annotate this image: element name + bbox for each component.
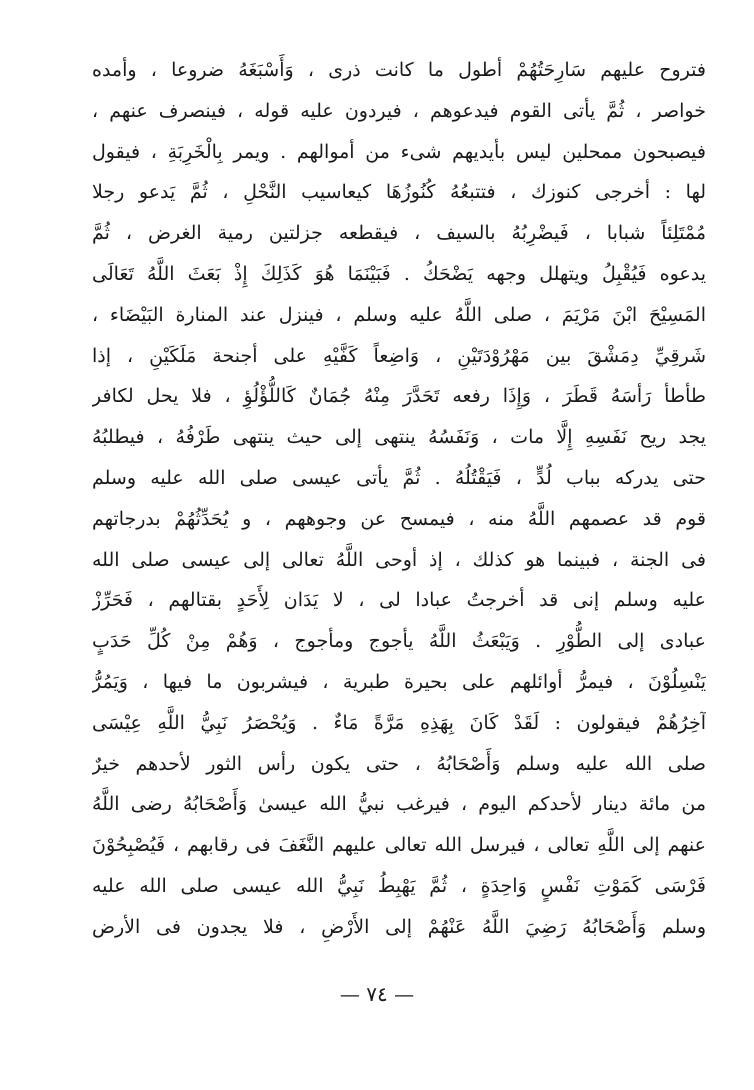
text-line: المَسِيْحَ ابْنَ مَرْيَمَ ، صلى اللَّهُ عليه وسلم ، فينزل عند المنارة البَيْضَاء ، xyxy=(92,303,706,326)
text-line: آخِرُهُمْ فيقولون : لَقَدْ كَانَ بِهَذِهِ مَرَّةً مَاءٌ . وَيُحْصَرُ نَبِيُّ اللَّهِ عِيْسَى xyxy=(92,711,706,734)
text-line: عنهم إلى اللَّهِ تعالى ، فيرسل الله تعالى عليهم النَّغَفَ فى رقابهم ، فَيُصْبِحُوْنَ xyxy=(92,834,706,857)
text-line: طأطأ رَأسَهُ قَطَرَ ، وَإِذَا رفعه تَحَدَّرَ مِنْهُ جُمَانٌ كَاللُّؤْلُؤِ ، فلا يحل لكافر xyxy=(92,385,706,408)
body-text xyxy=(92,50,706,948)
text-line: صلى الله عليه وسلم وَأَصْحَابُهُ ، حتى يكون رأس الثور لأحدهم خيرٌ xyxy=(92,752,706,775)
text-line: لها : أخرجى كنوزك ، فتتبعُهُ كُنُوزُهَا كيعاسيب النَّحْلِ ، ثُمَّ يَدعو رجلا xyxy=(92,181,706,204)
text-line: فَرْسَى كَمَوْتِ نَفْسٍ وَاحِدَةٍ ، ثُمَّ يَهْبِطُ نَبِيُّ الله عيسى صلى الله عليه xyxy=(92,874,706,897)
text-line: خواصر ، ثُمَّ يأتى القوم فيدعوهم ، فيردون عليه قوله ، فينصرف عنهم ، xyxy=(92,99,706,122)
text-line: شَرقِيِّ دِمَشْقَ بين مَهْرُوْدَتَيْنِ ، وَاضِعاً كَفَّيْهِ على أجنحة مَلَكَيْنِ ، إذا xyxy=(92,344,706,367)
text-line: عليه وسلم إنى قد أخرجتُ عبادا لى ، لا يَدَان لِأَحَدٍ بقتالهم ، فَحَرِّزْ xyxy=(92,589,706,612)
text-line: فتروح عليهم سَارِحَتُهُمْ أطول ما كانت ذرى ، وَأَسْبَغَهُ ضروعا ، وأمده xyxy=(92,59,706,81)
page-number: — ٧٤ — xyxy=(339,982,415,1006)
text-line: يجد ريح نَفَسِهِ إِلَّا مات ، وَنَفَسُهُ ينتهى إلى حيث ينتهى طَرْفُهُ ، فيطلبُهُ xyxy=(92,426,706,449)
text-line: من مائة دينار لأحدكم اليوم ، فيرغب نبيُّ الله عيسىٰ وَأَصْحَابُهُ رضى اللَّهُ xyxy=(92,793,706,816)
text-line: عبادى إلى الطُّوْرِ . وَيَبْعَثُ اللَّهُ يأجوج ومأجوج ، وَهُمْ مِنْ كُلِّ حَدَبٍ xyxy=(92,630,706,653)
text-line: وسلم وَأَصْحَابُهُ رَضِيَ اللَّهُ عَنْهُمْ إلى الأَرْضِ ، فلا يجدون فى الأرض xyxy=(92,915,706,938)
text-line: يدعوه فَيُقْبِلُ ويتهلل وجهه يَضْحَكُ . فَبَيْنَمَا هُوَ كَذَلِكَ إِذْ بَعَثَ اللَّهُ تَعَالَى xyxy=(92,262,706,285)
text-line: قوم قد عصمهم اللَّهُ منه ، فيمسح عن وجوههم ، و يُحَدِّثُهُمْ بدرجاتهم xyxy=(92,507,706,530)
text-line: يَنْسِلُوْنَ ، فيمرُّ أوائلهم على بحيرة طبرية ، فيشربون ما فيها ، وَيَمُرُّ xyxy=(92,670,706,693)
text-line: حتى يدركه بباب لُدٍّ ، فَيَقْتُلُهُ . ثُمَّ يأتى عيسى صلى الله عليه وسلم xyxy=(92,466,706,489)
text-line: فيصبحون ممحلين ليس بأيديهم شىء من أموالهم . ويمر بِالْخَرِبَةِ ، فيقول xyxy=(92,140,706,163)
text-line: فى الجنة ، فبينما هو كذلك ، إذ أوحى اللَّهُ تعالى إلى عيسى صلى الله xyxy=(92,548,706,571)
text-line: مُمْتَلِئاً شبابا ، فَيضْرِبُهُ بالسيف ، فيقطعه جزلتين رمية الغرض ، ثُمَّ xyxy=(92,222,706,245)
